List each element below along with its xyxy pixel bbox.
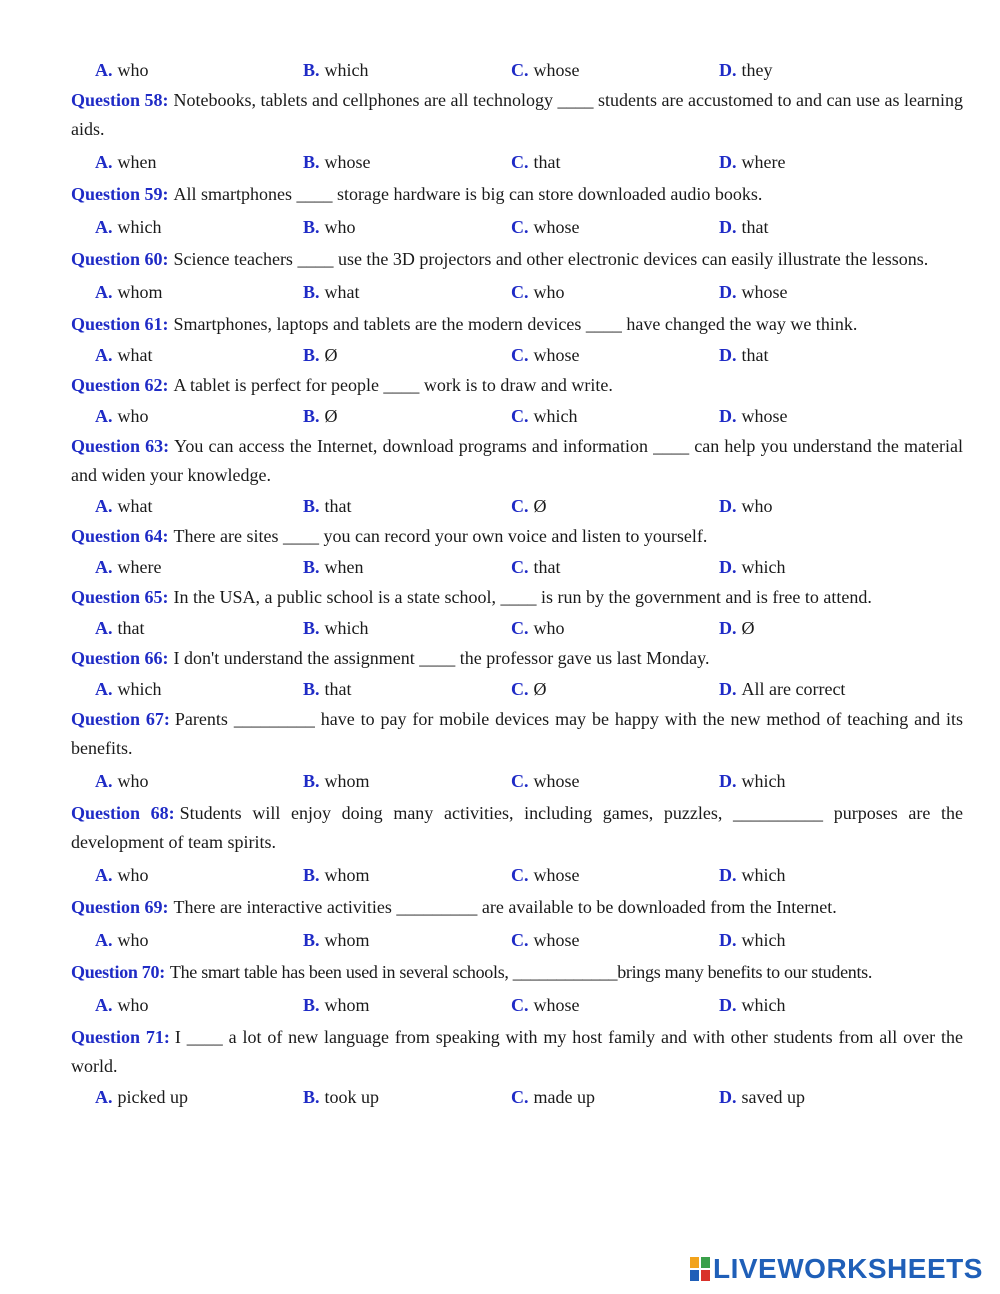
option-c[interactable]: C. that	[511, 556, 561, 577]
option-d[interactable]: D. All are correct	[719, 678, 846, 699]
option-d[interactable]: D. saved up	[719, 1086, 805, 1107]
liveworksheets-logo[interactable]	[690, 1254, 983, 1284]
option-a[interactable]: A. who	[95, 994, 149, 1015]
question-63: Question 63: You can access the Internet, download programs and information ____ can help you understand the material and widen your knowledge.	[71, 436, 963, 485]
option-b[interactable]: B. that	[303, 678, 352, 699]
option-d[interactable]: D. which	[719, 770, 786, 791]
question-58: Question 58: Notebooks, tablets and cellphones are all technology ____ students are accustomed to and can use as learning aids.	[71, 90, 963, 139]
option-a[interactable]: A. whom	[95, 281, 163, 302]
option-a[interactable]: A. who	[95, 929, 149, 950]
option-a[interactable]: A. who	[95, 770, 149, 791]
option-c[interactable]: C. who	[511, 617, 565, 638]
options-row-64	[71, 552, 963, 582]
option-c[interactable]: C. whose	[511, 344, 580, 365]
option-b[interactable]: B. whose	[303, 151, 371, 172]
option-d[interactable]: D. whose	[719, 405, 788, 426]
options-row-70	[71, 990, 963, 1020]
option-c[interactable]: C. Ø	[511, 495, 547, 516]
option-c[interactable]: C. that	[511, 151, 561, 172]
question-64: Question 64: There are sites ____ you can record your own voice and listen to yourself.	[71, 526, 708, 546]
option-a[interactable]: A. what	[95, 344, 153, 365]
option-b[interactable]: B. took up	[303, 1086, 380, 1107]
option-d[interactable]: D. that	[719, 344, 769, 365]
option-d[interactable]: D. that	[719, 216, 769, 237]
option-d[interactable]: D. which	[719, 929, 786, 950]
option-b[interactable]: B. that	[303, 495, 352, 516]
question-61: Question 61: Smartphones, laptops and tablets are the modern devices ____ have changed the way we think.	[71, 314, 858, 334]
option-b[interactable]: B. whom	[303, 994, 370, 1015]
option-b[interactable]: B. which	[303, 617, 369, 638]
option-b[interactable]: B. who	[303, 216, 356, 237]
option-b[interactable]: B. when	[303, 556, 364, 577]
option-c[interactable]: C. whose	[511, 770, 580, 791]
options-row-top	[71, 55, 963, 85]
option-b[interactable]: B. whom	[303, 864, 370, 885]
worksheet-page	[71, 55, 963, 1112]
option-c[interactable]: C. Ø	[511, 678, 547, 699]
options-row-68	[71, 860, 963, 890]
option-c[interactable]: C. whose	[511, 864, 580, 885]
option-c[interactable]: C. which	[511, 405, 578, 426]
options-row-67	[71, 766, 963, 796]
question-65: Question 65: In the USA, a public school is a state school, ____ is run by the government and is free to attend.	[71, 587, 872, 607]
option-d[interactable]: D. who	[719, 495, 773, 516]
liveworksheets-logo-text: LIVEWORKSHEETS	[713, 1253, 983, 1284]
option-a[interactable]: A. that	[95, 617, 145, 638]
option-b[interactable]: B. Ø	[303, 405, 338, 426]
option-a[interactable]: A. which	[95, 678, 162, 699]
question-69: Question 69: There are interactive activities _________ are available to be downloaded from the Internet.	[71, 897, 837, 917]
option-c[interactable]: C. whose	[511, 216, 580, 237]
options-row-62	[71, 401, 963, 431]
liveworksheets-logo-icon	[690, 1257, 710, 1281]
question-68: Question 68: Students will enjoy doing many activities, including games, puzzles, __________ purposes are the development of team spirits.	[71, 803, 963, 852]
option-a[interactable]: A. who	[95, 59, 149, 80]
option-b[interactable]: B. whom	[303, 929, 370, 950]
question-71: Question 71: I ____ a lot of new language from speaking with my host family and with other students from all over the world.	[71, 1027, 963, 1076]
option-d[interactable]: D. which	[719, 994, 786, 1015]
option-d[interactable]: D. Ø	[719, 617, 755, 638]
question-66: Question 66: I don't understand the assignment ____ the professor gave us last Monday.	[71, 648, 710, 668]
option-b[interactable]: B. whom	[303, 770, 370, 791]
option-d[interactable]: D. which	[719, 864, 786, 885]
option-a[interactable]: A. what	[95, 495, 153, 516]
option-d[interactable]: D. whose	[719, 281, 788, 302]
question-59: Question 59: All smartphones ____ storage hardware is big can store downloaded audio books.	[71, 184, 763, 204]
options-row-71	[71, 1082, 963, 1112]
option-a[interactable]: A. when	[95, 151, 157, 172]
options-row-58	[71, 147, 963, 177]
option-c[interactable]: C. whose	[511, 929, 580, 950]
question-60: Question 60: Science teachers ____ use the 3D projectors and other electronic devices can easily illustrate the lessons.	[71, 249, 929, 269]
options-row-60	[71, 277, 963, 307]
option-d[interactable]: D. they	[719, 59, 773, 80]
option-a[interactable]: A. who	[95, 864, 149, 885]
option-a[interactable]: A. where	[95, 556, 162, 577]
options-row-65	[71, 613, 963, 643]
options-row-66	[71, 674, 963, 704]
option-d[interactable]: D. where	[719, 151, 786, 172]
options-row-61	[71, 340, 963, 370]
option-c[interactable]: C. who	[511, 281, 565, 302]
question-62: Question 62: A tablet is perfect for people ____ work is to draw and write.	[71, 375, 613, 395]
options-row-59	[71, 212, 963, 242]
options-row-63	[71, 491, 963, 521]
option-a[interactable]: A. which	[95, 216, 162, 237]
option-a[interactable]: A. who	[95, 405, 149, 426]
option-a[interactable]: A. picked up	[95, 1086, 188, 1107]
option-c[interactable]: C. whose	[511, 994, 580, 1015]
option-b[interactable]: B. Ø	[303, 344, 338, 365]
option-c[interactable]: C. whose	[511, 59, 580, 80]
options-row-69	[71, 925, 963, 955]
question-70: Question 70: The smart table has been used in several schools, ____________brings many benefits to our students.	[71, 962, 873, 982]
question-67: Question 67: Parents _________ have to pay for mobile devices may be happy with the new method of teaching and its benefits.	[71, 709, 964, 758]
option-d[interactable]: D. which	[719, 556, 786, 577]
option-b[interactable]: B. what	[303, 281, 360, 302]
option-b[interactable]: B. which	[303, 59, 369, 80]
option-c[interactable]: C. made up	[511, 1086, 595, 1107]
